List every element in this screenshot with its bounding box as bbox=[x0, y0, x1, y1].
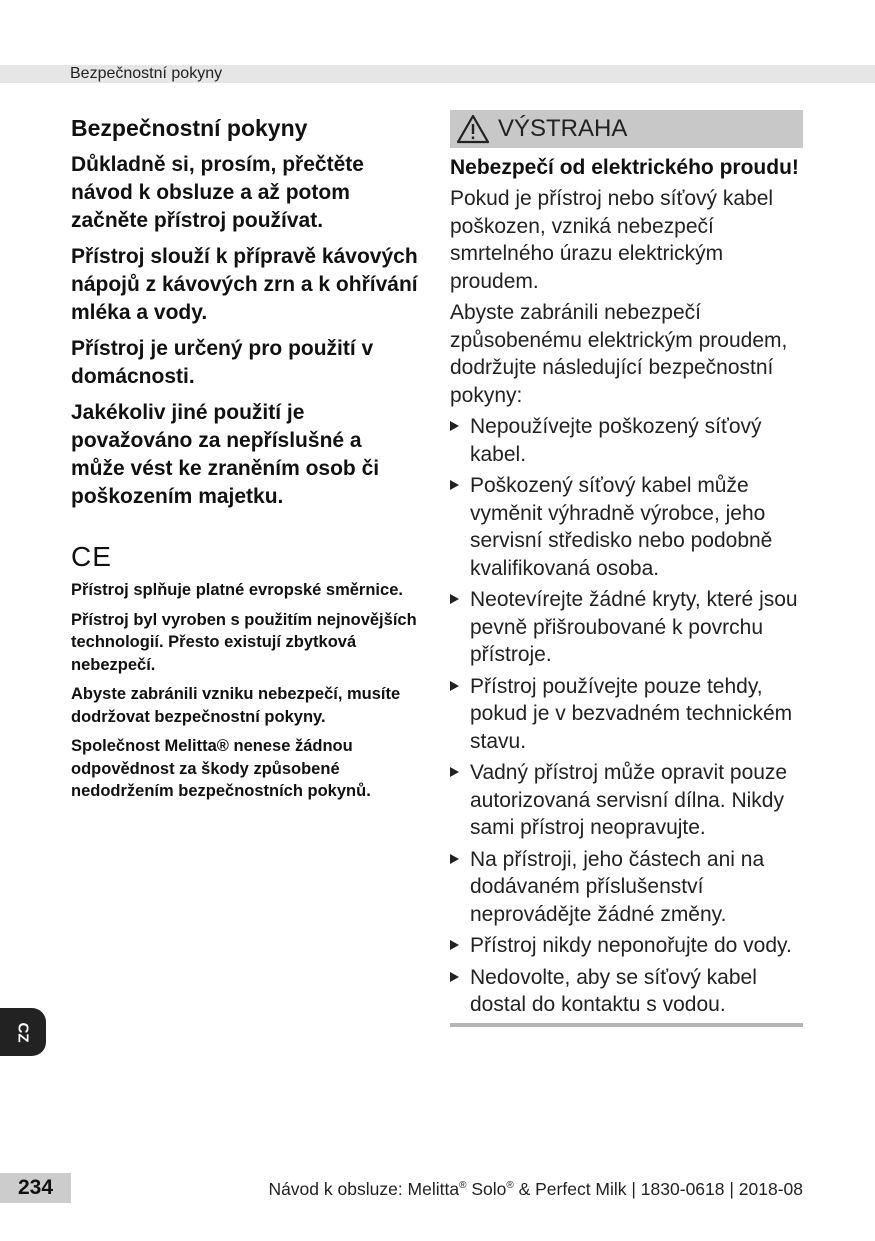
warning-subheading: Nebezpečí od elektrického proudu! bbox=[450, 156, 799, 179]
bullet-arrow-icon bbox=[450, 421, 459, 431]
warning-triangle-icon bbox=[456, 113, 490, 145]
footer-prefix: Návod k obsluze: Melitta bbox=[268, 1179, 460, 1199]
left-column bbox=[71, 113, 421, 810]
bullet-arrow-icon bbox=[450, 767, 459, 777]
list-item bbox=[450, 673, 803, 756]
page-title: Bezpečnostní pokyny bbox=[71, 115, 308, 141]
compliance-paragraph: Přístroj byl vyroben s použitím nejnovějších technologií. Přesto existují zbytková nebezpečí. bbox=[71, 610, 417, 674]
list-item-text: Na přístroji, jeho částech ani na dodávaném příslušenství neprovádějte žádné změny. bbox=[470, 847, 765, 926]
lead-paragraph: Jakékoliv jiné použití je považováno za nepříslušné a může vést ke zraněním osob či poškozením majetku. bbox=[71, 401, 380, 508]
compliance-paragraph: Přístroj splňuje platné evropské směrnice. bbox=[71, 581, 403, 599]
list-item bbox=[450, 413, 803, 468]
page-number: 234 bbox=[17, 1176, 54, 1199]
list-item-text: Vadný přístroj může opravit pouze autorizovaná servisní dílna. Nikdy sami přístroj neopravujte. bbox=[470, 761, 788, 839]
lead-paragraph: Důkladně si, prosím, přečtěte návod k obsluze a až potom začněte přístroj používat. bbox=[71, 153, 364, 232]
running-header: Bezpečnostní pokyny bbox=[70, 65, 223, 82]
ce-mark-logo: CE bbox=[71, 541, 112, 572]
bullet-arrow-icon bbox=[450, 972, 459, 982]
bullet-arrow-icon bbox=[450, 594, 459, 604]
lead-paragraph: Přístroj slouží k přípravě kávových nápojů z kávových zrn a k ohřívání mléka a vody. bbox=[71, 245, 418, 324]
warning-paragraph: Pokud je přístroj nebo síťový kabel poškozen, vzniká nebezpečí smrtelného úrazu elektrickým proudem. bbox=[450, 187, 774, 293]
list-item-text: Poškozený síťový kabel může vyměnit výhradně výrobce, jeho servisní středisko nebo podobně kvalifikovaná osoba. bbox=[470, 474, 773, 580]
section-divider bbox=[450, 1023, 803, 1027]
footer-product: Solo bbox=[466, 1179, 507, 1199]
bullet-arrow-icon bbox=[450, 940, 459, 950]
compliance-paragraph: Společnost Melitta® nenese žádnou odpovědnost za škody způsobené nedodržením bezpečnostních pokynů. bbox=[71, 737, 371, 800]
list-item bbox=[450, 964, 803, 1019]
bullet-arrow-icon bbox=[450, 854, 459, 864]
warning-paragraph: Abyste zabránili nebezpečí způsobenému elektrickým proudem, dodržujte následující bezpečnostní pokyny: bbox=[450, 301, 788, 407]
list-item bbox=[450, 759, 803, 842]
right-column bbox=[450, 110, 803, 1027]
registered-mark: ® bbox=[459, 1180, 467, 1191]
list-item-text: Nepoužívejte poškozený síťový kabel. bbox=[470, 415, 762, 466]
page-number-box bbox=[0, 1173, 71, 1203]
language-code: CZ bbox=[14, 1022, 32, 1042]
list-item bbox=[450, 586, 803, 669]
list-item-text: Nedovolte, aby se síťový kabel dostal do kontaktu s vodou. bbox=[470, 965, 757, 1016]
bullet-arrow-icon bbox=[450, 480, 459, 490]
bullet-arrow-icon bbox=[450, 681, 459, 691]
language-tab bbox=[0, 1008, 46, 1056]
list-item-text: Neotevírejte žádné kryty, které jsou pevně přišroubované k povrchu přístroje. bbox=[470, 588, 798, 666]
list-item-text: Přístroj nikdy neponořujte do vody. bbox=[470, 934, 792, 957]
compliance-paragraph: Abyste zabránili vzniku nebezpečí, musíte dodržovat bezpečnostní pokyny. bbox=[71, 685, 401, 726]
list-item bbox=[450, 932, 803, 960]
list-item-text: Přístroj používejte pouze tehdy, pokud je v bezvadném technickém stavu. bbox=[470, 674, 793, 753]
safety-list bbox=[450, 413, 803, 1019]
warning-label: VÝSTRAHA bbox=[498, 115, 628, 142]
lead-paragraph: Přístroj je určený pro použití v domácnosti. bbox=[71, 337, 374, 388]
warning-banner bbox=[450, 110, 803, 148]
footer-document-info bbox=[268, 1178, 803, 1200]
list-item bbox=[450, 846, 803, 929]
footer-suffix: & Perfect Milk | 1830-0618 | 2018-08 bbox=[513, 1179, 803, 1199]
list-item bbox=[450, 472, 803, 582]
registered-mark: ® bbox=[506, 1180, 514, 1191]
